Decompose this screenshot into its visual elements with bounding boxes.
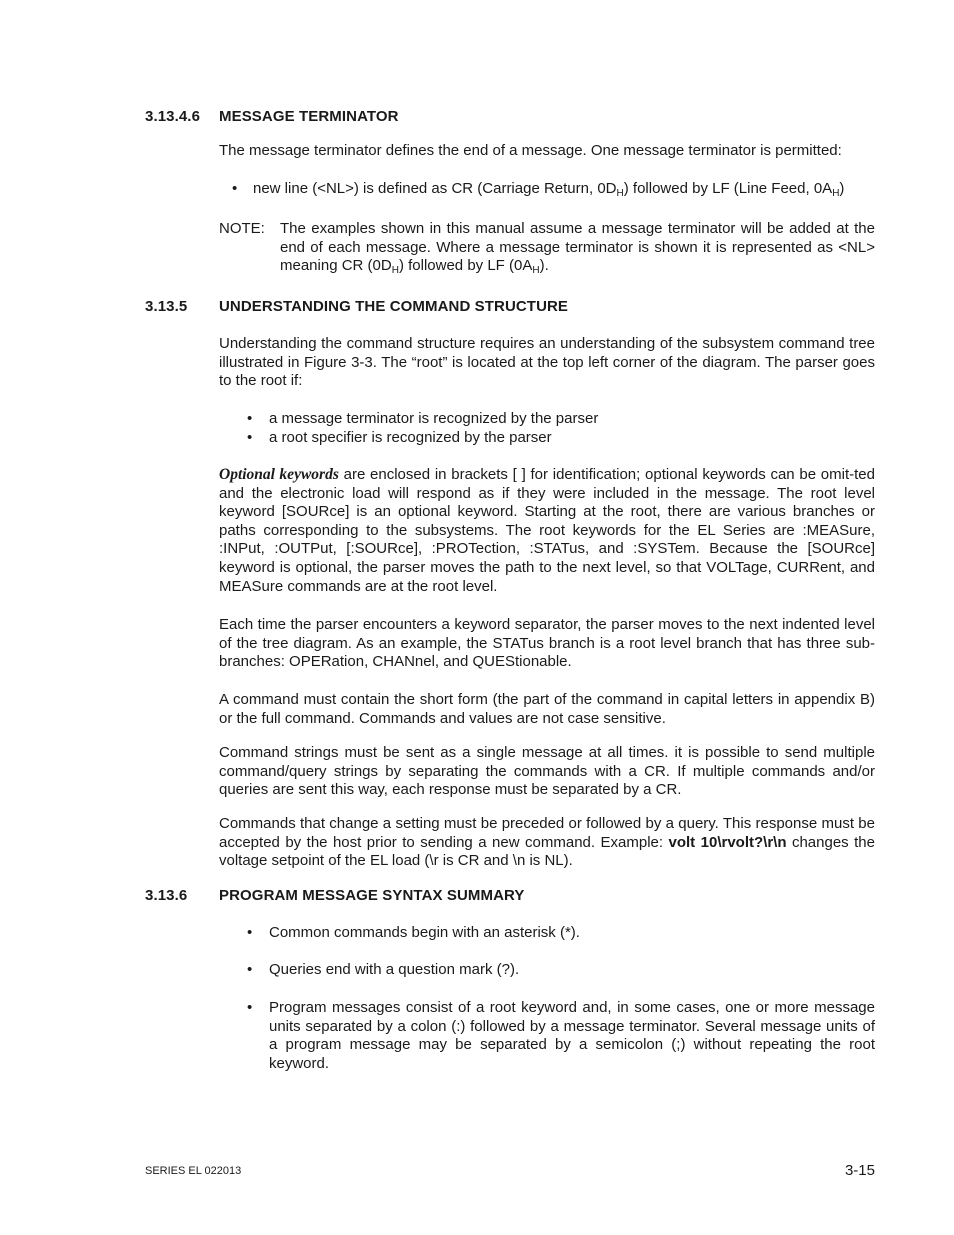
emphasis-term: Optional keywords xyxy=(219,466,339,483)
bullet-item: Program messages consist of a root keyword and, in some cases, one or more message units separated by a colon (:) followed by a message terminator. Several message units of a program message may be separated by a semicolon (;) without repeating the root keyword. xyxy=(269,999,875,1072)
paragraph: Commands that change a setting must be preceded or followed by a query. This response must be accepted by the host prior to sending a new command. Example: volt 10\rvolt?\r\n changes the voltage setpoint of the EL load (\r is CR and \n is NL). xyxy=(219,815,875,870)
code-example: volt 10\rvolt?\r\n xyxy=(668,833,787,851)
bullet-item: Queries end with a question mark (?). xyxy=(269,961,520,978)
bullet-icon: • xyxy=(247,410,253,427)
paragraph: Each time the parser encounters a keyword separator, the parser moves to the next indented level of the tree diagram. As an example, the STATus branch is a root level branch that has three sub-branches: OPERation, CHANnel, and QUEStionable. xyxy=(219,616,875,671)
section-number: 3.13.5 xyxy=(145,298,188,315)
section-title: UNDERSTANDING THE COMMAND STRUCTURE xyxy=(219,298,569,315)
bullet-icon: • xyxy=(247,999,253,1016)
paragraph: Command strings must be sent as a single message at all times. it is possible to send multiple command/query strings by separating the commands with a CR. If multiple commands and/or queries are sent this way, each response must be separated by a CR. xyxy=(219,744,875,799)
paragraph: Understanding the command structure requires an understanding of the subsystem command tree illustrated in Figure 3-3. The “root” is located at the top left corner of the diagram. The parser goes to the root if: xyxy=(219,335,875,390)
paragraph: A command must contain the short form (the part of the command in capital letters in appendix B) or the full command. Commands and values are not case sensitive. xyxy=(219,691,875,727)
paragraph: Optional keywords are enclosed in brackets [ ] for identification; optional keywords can be omit-ted and the electronic load will respond as if they were included in the message. The root level keyword [SOURce] is an optional keyword. Starting at the root, there are various branches or paths corresponding to the subsystems. The root keywords for the EL Series are :MEASure, :INPut, :OUTPut, [:SOURce], :PROTection, :STATus, and :SYSTem. Because the [SOURce] keyword is optional, the parser moves the path to the next level, so that VOLTage, CURRent, and MEASure commands are at the root level. xyxy=(219,466,875,595)
section-title: PROGRAM MESSAGE SYNTAX SUMMARY xyxy=(219,887,525,904)
note-text: The examples shown in this manual assume a message terminator will be added at the end of each message. Where a message terminator is shown it is represented as <NL> meaning CR $(0D_H)$ followed by LF $(0A_H)$. xyxy=(280,220,875,277)
bullet-icon: • xyxy=(232,180,238,197)
paragraph: The message terminator defines the end of a message. One message terminator is permitted: xyxy=(219,142,842,159)
bullet-item: a message terminator is recognized by the parser xyxy=(269,410,599,427)
bullet-item: Common commands begin with an asterisk (*). xyxy=(269,924,580,941)
section-number: 3.13.6 xyxy=(145,887,188,904)
bullet-item: a root specifier is recognized by the parser xyxy=(269,429,552,446)
note-label: NOTE: xyxy=(219,220,265,237)
section-title: MESSAGE TERMINATOR xyxy=(219,108,399,125)
bullet-icon: • xyxy=(247,924,253,941)
section-number: 3.13.4.6 xyxy=(145,108,201,125)
bullet-icon: • xyxy=(247,429,253,446)
page-number: 3-15 xyxy=(844,1162,875,1179)
bullet-icon: • xyxy=(247,961,253,978)
bullet-item: new line (<NL>) is defined as CR (Carriage Return, $0D_H$) followed by LF (Line Feed, $0A_H$) xyxy=(253,180,845,199)
footer-doc-id: SERIES EL 022013 xyxy=(145,1165,242,1177)
